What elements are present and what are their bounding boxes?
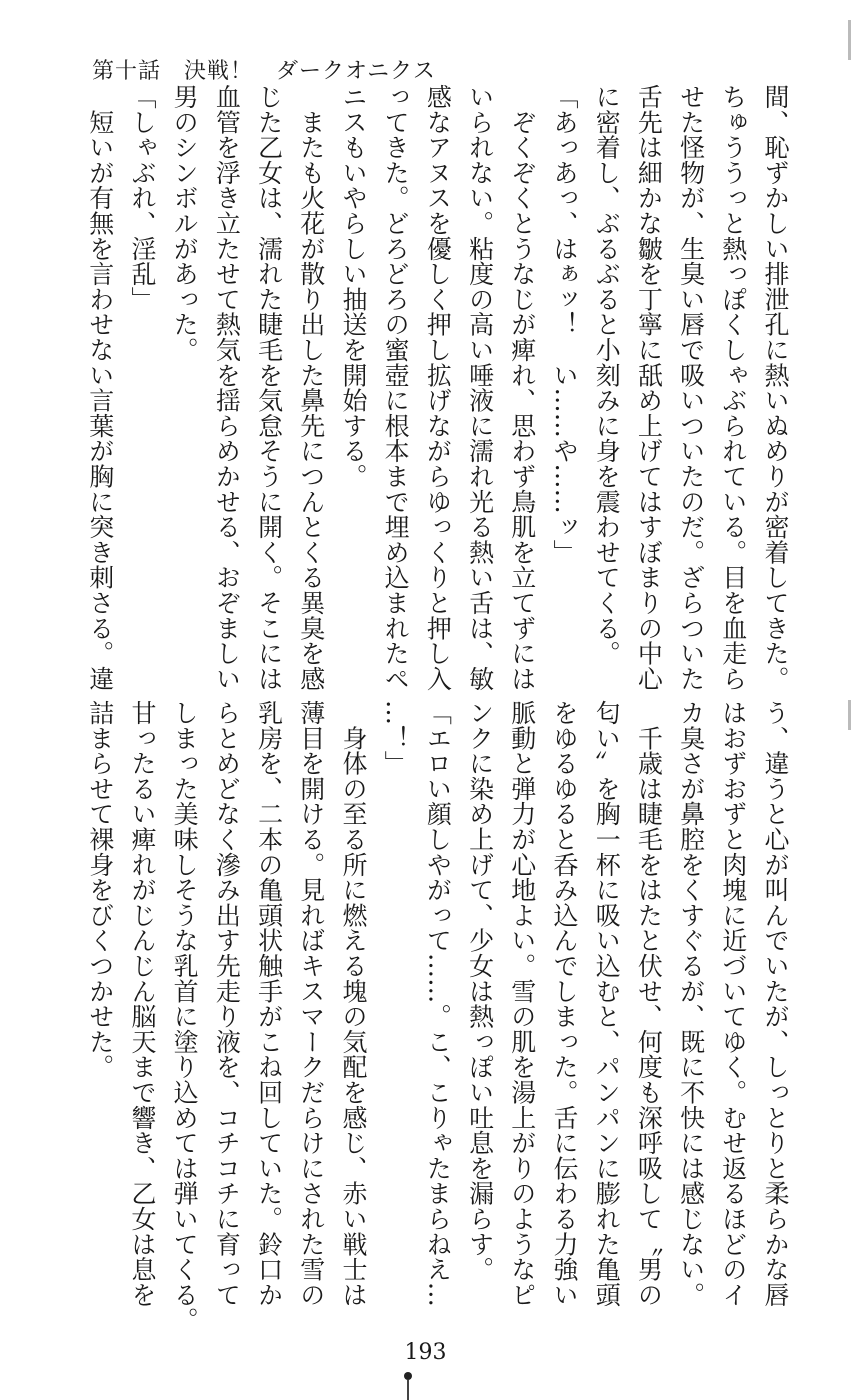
text-column: 脈動と弾力が心地よい。雪の肌を湯上がりのようなピ <box>507 700 537 1308</box>
text-column: 乳房を、二本の亀頭状触手がこね回していた。鈴口か <box>254 700 284 1308</box>
text-column: ンクに染め上げて、少女は熱っぽい吐息を漏らす。 <box>465 700 495 1282</box>
page-marker-dot <box>404 1372 412 1380</box>
text-column: いられない。粘度の高い唾液に濡れ光る熱い舌は、敏 <box>465 84 495 692</box>
text-column: 薄目を開ける。見ればキスマークだらけにされた雪の <box>296 700 326 1308</box>
text-column: はおずおずと肉塊に近づいてゆく。むせ返るほどのイ <box>718 700 748 1308</box>
text-column: う、違うと心が叫んでいたが、しっとりと柔らかな唇 <box>761 700 790 1308</box>
text-column: 間、恥ずかしい排泄孔に熱いぬめりが密着してきた。 <box>761 84 790 692</box>
running-header: 第十話 決戦！ ダークオニクス <box>92 59 436 84</box>
text-column: またも火花が散り出した鼻先につんとくる異臭を感 <box>296 84 326 692</box>
text-column: 「あっあっ、はぁッ！ い……や……ッ」 <box>549 84 579 565</box>
text-column: ちゅううっと熱っぽくしゃぶられている。目を血走ら <box>718 84 748 692</box>
text-column: せた怪物が、生臭い唇で吸いついたのだ。ざらついた <box>676 84 706 692</box>
text-column: 舌先は細かな皺を丁寧に舐め上げてはすぼまりの中心 <box>634 84 664 692</box>
text-column: 身体の至る所に燃える塊の気配を感じ、赤い戦士は <box>338 700 368 1308</box>
text-column: ぞくぞくとうなじが痺れ、思わず鳥肌を立てずには <box>507 84 537 692</box>
text-column: 匂い〟を胸一杯に吸い込むと、パンパンに膨れた亀頭 <box>592 700 622 1308</box>
text-column: しまった美味しそうな乳首に塗り込めては弾いてくる。 <box>170 700 200 1333</box>
text-column: ニスもいやらしい抽送を開始する。 <box>338 84 368 489</box>
text-column: に密着し、ぶるぶると小刻みに身を震わせてくる。 <box>592 84 622 666</box>
text-column: 甘ったるい痺れがじんじん脳天まで響き、乙女は息を <box>127 700 157 1308</box>
text-column: 男のシンボルがあった。 <box>170 84 200 363</box>
text-column: 「しゃぶれ、淫乱」 <box>127 84 157 312</box>
text-column: をゆるゆると呑み込んでしまった。舌に伝わる力強い <box>549 700 579 1308</box>
text-column: カ臭さが鼻腔をくすぐるが、既に不快には感じない。 <box>676 700 706 1308</box>
text-column: 感なアヌスを優しく押し拡げながらゆっくりと押し入 <box>423 84 453 692</box>
text-column: ってきた。どろどろの蜜壺に根本まで埋め込まれたペ <box>381 84 411 692</box>
page-number: 193 <box>404 1340 447 1365</box>
text-column: 詰まらせて裸身をびくつかせた。 <box>85 700 115 1080</box>
text-column: 短いが有無を言わせない言葉が胸に突き刺さる。違 <box>85 84 115 692</box>
text-column: 「エロい顔しやがって……。こ、こりゃたまらねえ… <box>423 700 453 1308</box>
text-block-upper <box>79 84 796 704</box>
text-column: じた乙女は、濡れた睫毛を気怠そうに開く。そこには <box>254 84 284 692</box>
text-column: 血管を浮き立たせて熱気を揺らめかせる、おぞましい <box>212 84 242 692</box>
text-block-lower <box>79 700 796 1333</box>
text-column: 千歳は睫毛をはたと伏せ、何度も深呼吸して〝男の <box>634 700 664 1308</box>
page-marker-stem <box>407 1380 409 1400</box>
text-column: …！」 <box>381 700 411 776</box>
text-column: らとめどなく滲み出す先走り液を、コチコチに育って <box>212 700 242 1308</box>
